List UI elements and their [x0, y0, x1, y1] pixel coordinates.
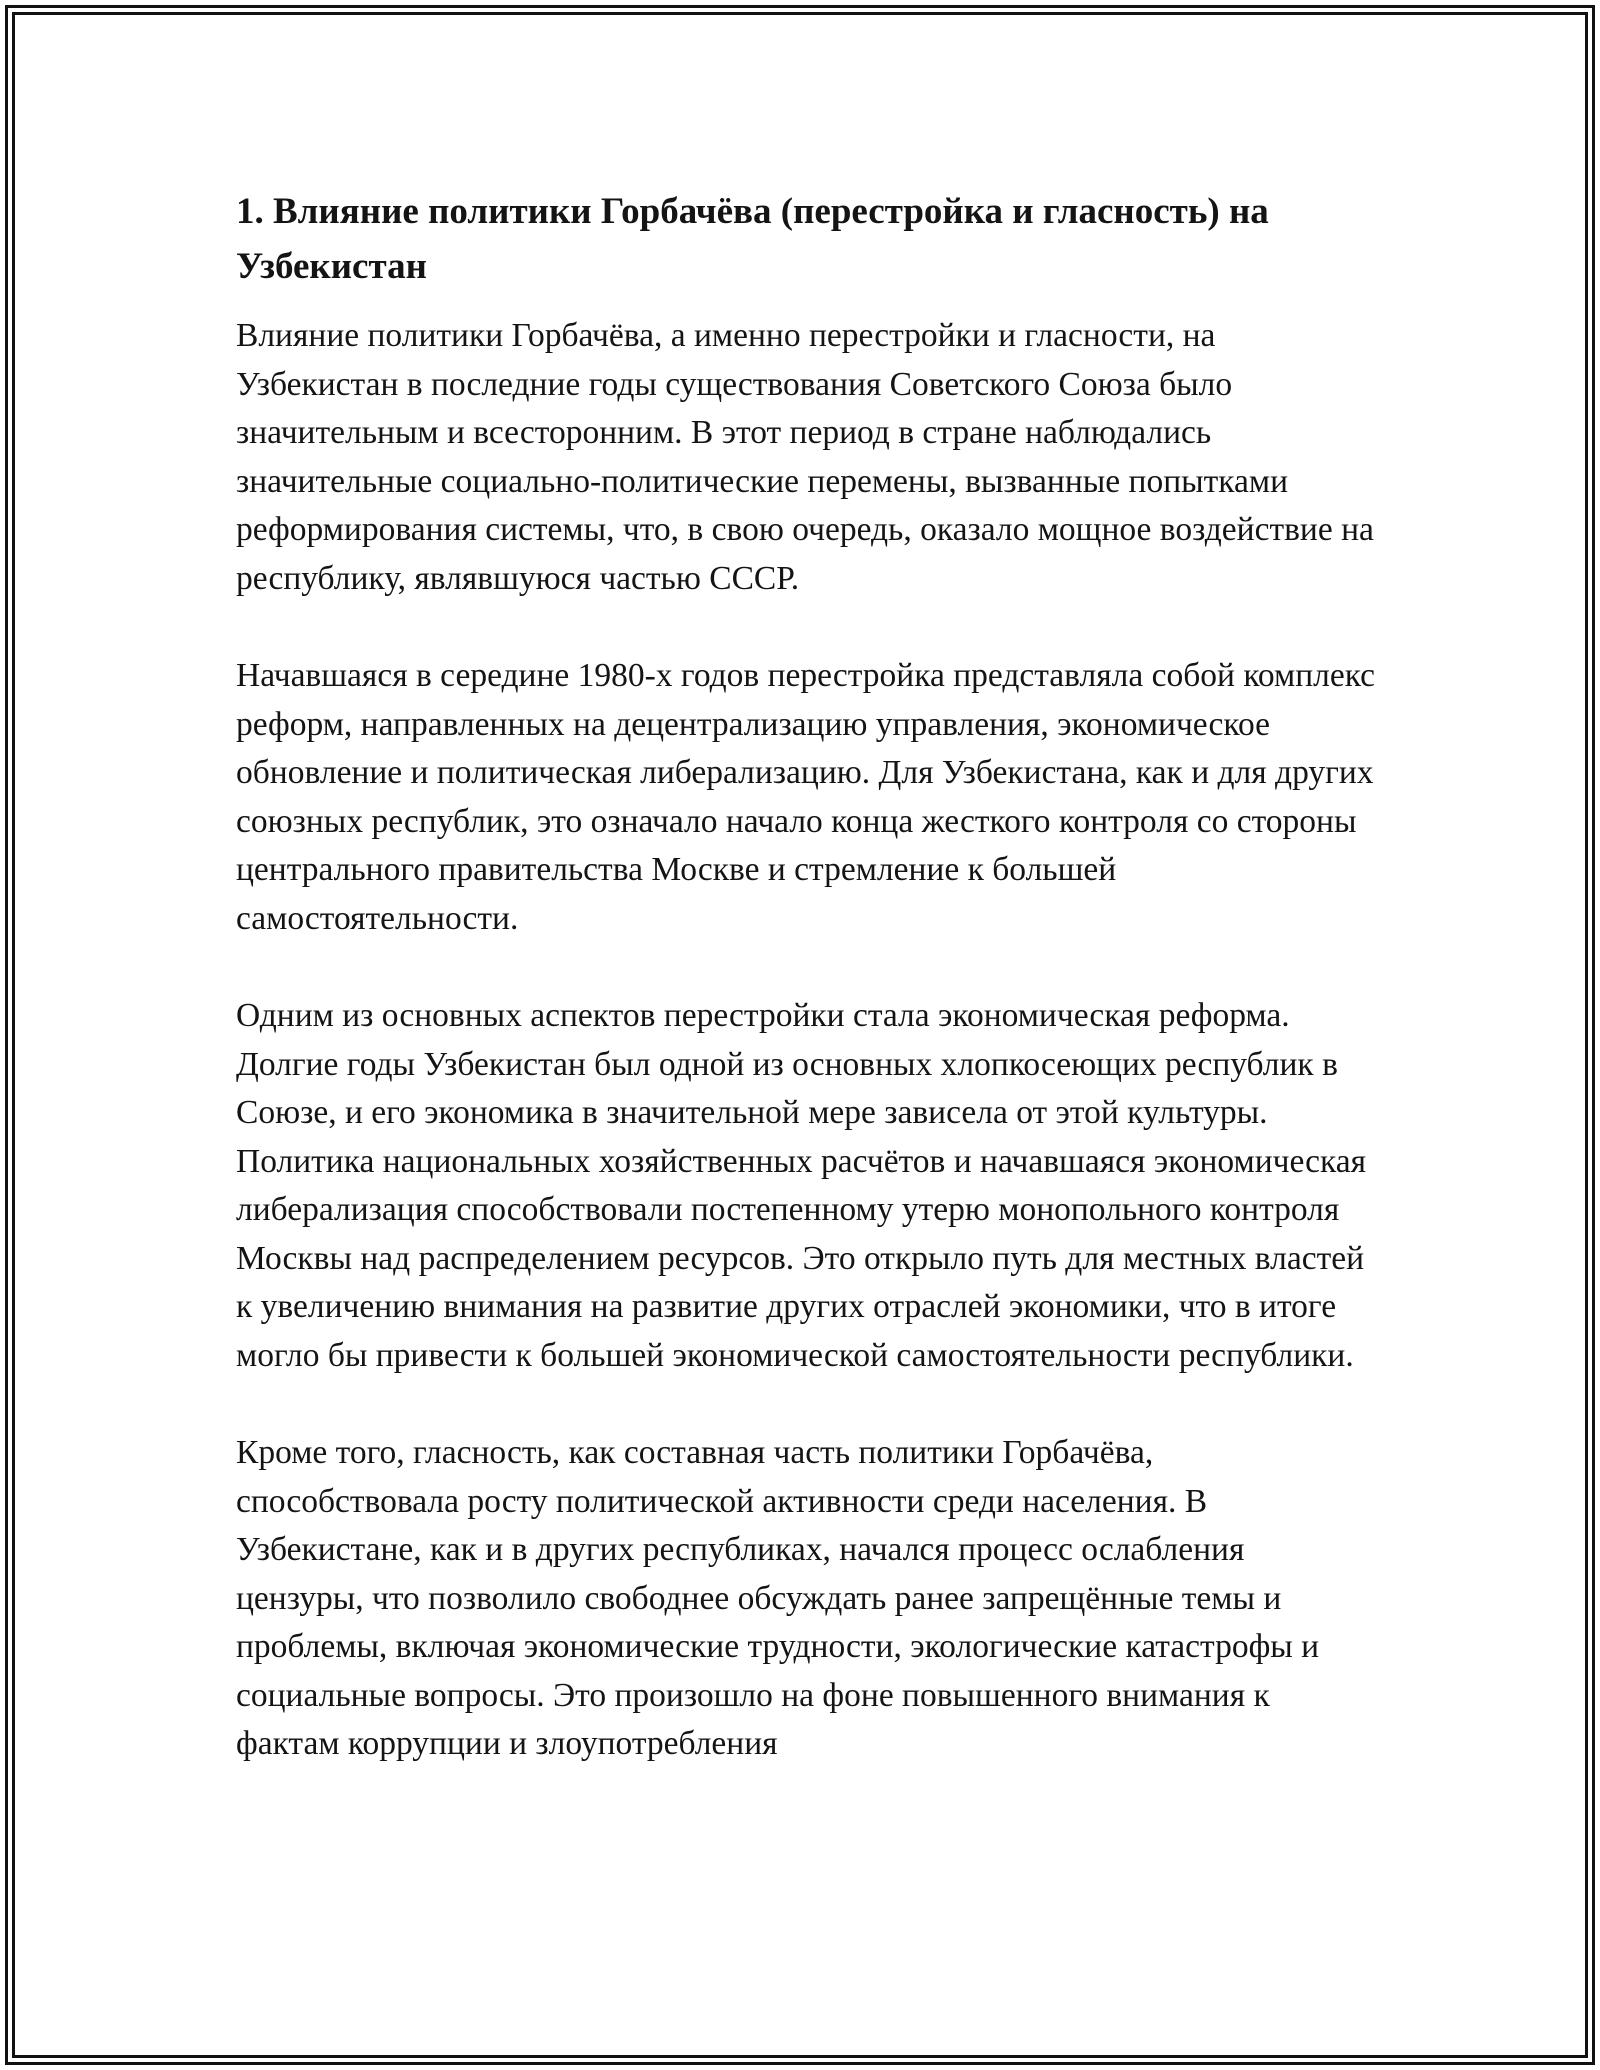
- paragraph-glasnost: Кроме того, гласность, как составная часть политики Горбачёва, способствовала росту политической активности среди населения. В Узбекистане, как и в других республиках, начался процесс ослабления цензуры, что позволило свободнее обсуждать ранее запрещённые темы и проблемы, включая экономические трудности, экологические катастрофы и социальные вопросы. Это произошло на фоне повышенного внимания к фактам коррупции и злоупотребления: [236, 1434, 1320, 1762]
- section-heading: 1. Влияние политики Горбачёва (перестройка и гласность) на Узбекистан: [236, 191, 1269, 287]
- paragraph-perestroika: Начавшаяся в середине 1980-х годов перестройка представляла собой комплекс реформ, направленных на децентрализацию управления, экономическое обновление и политическая либерализацию. Для Узбекистана, как и для других союзных республик, это означало начало конца жесткого контроля со стороны центрального правительства Москве и стремление к большей самостоятельности.: [236, 657, 1376, 937]
- paragraph-economic-reform: Одним из основных аспектов перестройки стала экономическая реформа. Долгие годы Узбекистан был одной из основных хлопкосеющих республик в Союзе, и его экономика в значительной мере зависела от этой культуры. Политика национальных хозяйственных расчётов и начавшаяся экономическая либерализация способствовали постепенному утерю монопольного контроля Москвы над распределением ресурсов. Это открыло путь для местных властей к увеличению внимания на развитие других отраслей экономики, что в итоге могло бы привести к большей экономической самостоятельности республики.: [236, 997, 1367, 1374]
- document-page: [236, 184, 1376, 1769]
- paragraph-intro: Влияние политики Горбачёва, а именно перестройки и гласности, на Узбекистан в последние годы существования Советского Союза было значительным и всесторонним. В этот период в стране наблюдались значительные социально-политические перемены, вызванные попытками реформирования системы, что, в свою очередь, оказало мощное воздействие на республику, являвшуюся частью СССР.: [236, 317, 1374, 597]
